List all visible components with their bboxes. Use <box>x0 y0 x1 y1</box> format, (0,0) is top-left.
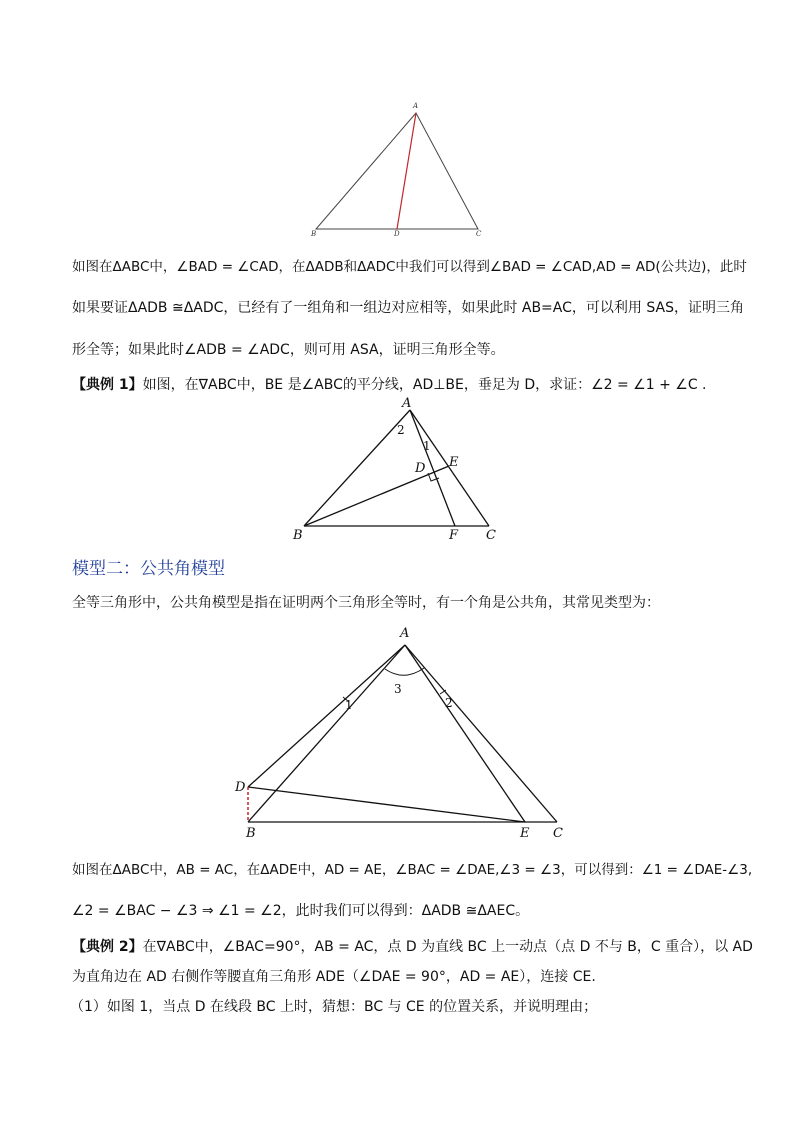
side-ad <box>248 645 405 787</box>
paragraph-2-line-2: ∠2 = ∠BAC − ∠3 ⇒ ∠1 = ∠2，此时我们可以得到：ΔADB ≅ΔAEC。 <box>72 903 530 919</box>
label-three: 3 <box>394 682 402 696</box>
example-2-line-1 <box>72 936 753 956</box>
side-ac <box>405 645 557 822</box>
label-b: B <box>311 230 317 238</box>
label-e: E <box>449 455 459 470</box>
label-e: E <box>520 826 530 841</box>
label-c: C <box>486 528 496 543</box>
label-two: 2 <box>445 696 453 710</box>
example-2-line-2: 为直角边在 AD 右侧作等腰直角三角形 ADE（∠DAE = 90°，AD = AE），连接 CE. <box>72 969 596 985</box>
example-2-tag: 【典例 2】 <box>72 939 143 955</box>
label-a: A <box>413 102 419 110</box>
label-b: B <box>293 528 303 543</box>
example-2-text: 在∇ABC中，∠BAC=90°，AB = AC，点 D 为直线 BC 上一动点（点 D 不与 B，C 重合），以 AD <box>142 939 753 955</box>
example-1-tag: 【典例 1】 <box>72 377 143 393</box>
label-one: 1 <box>423 439 431 453</box>
paragraph-2-line-1: 如图在ΔABC中，AB = AC，在ΔADE中，AD = AE，∠BAC = ∠DAE,∠3 = ∠3，可以得到：∠1 = ∠DAE-∠3, <box>72 862 753 878</box>
label-one: 1 <box>345 698 353 712</box>
paragraph-1-line-3: 形全等；如果此时∠ADB = ∠ADC，则可用 ASA，证明三角形全等。 <box>72 342 505 358</box>
label-two: 2 <box>397 423 405 437</box>
label-b: B <box>246 826 256 841</box>
angle-3-arc <box>385 668 424 675</box>
label-d: D <box>415 461 426 476</box>
intro-text: 全等三角形中，公共角模型是指在证明两个三角形全等时，有一个角是公共角，其常见类型为： <box>72 595 660 611</box>
label-d: D <box>394 230 400 238</box>
label-c: C <box>476 230 482 238</box>
label-c: C <box>553 826 563 841</box>
label-a: A <box>400 626 410 641</box>
paragraph-1-line-1: 如图在ΔABC中，∠BAD = ∠CAD，在ΔADB和ΔADC中我们可以得到∠BAD = ∠CAD,AD = AD(公共边)，此时 <box>72 259 747 275</box>
section-heading: 模型二：公共角模型 <box>72 559 225 579</box>
paragraph-1-line-2: 如果要证ΔADB ≅ΔADC，已经有了一组角和一组边对应相等，如果此时 AB=AC，可以利用 SAS，证明三角 <box>72 300 744 316</box>
example-2-question-1: （1）如图 1，当点 D 在线段 BC 上时，猜想：BC 与 CE 的位置关系，并说明理由； <box>70 999 598 1015</box>
example-1-text: 如图，在∇ABC中，BE 是∠ABC的平分线，AD⊥BE，垂足为 D，求证：∠2 = ∠1 + ∠C . <box>142 377 707 393</box>
side-de <box>248 787 525 822</box>
label-d: D <box>235 780 246 795</box>
label-f: F <box>449 528 459 543</box>
side-ab <box>248 645 405 822</box>
label-a: A <box>402 396 412 411</box>
side-ae <box>405 645 525 822</box>
